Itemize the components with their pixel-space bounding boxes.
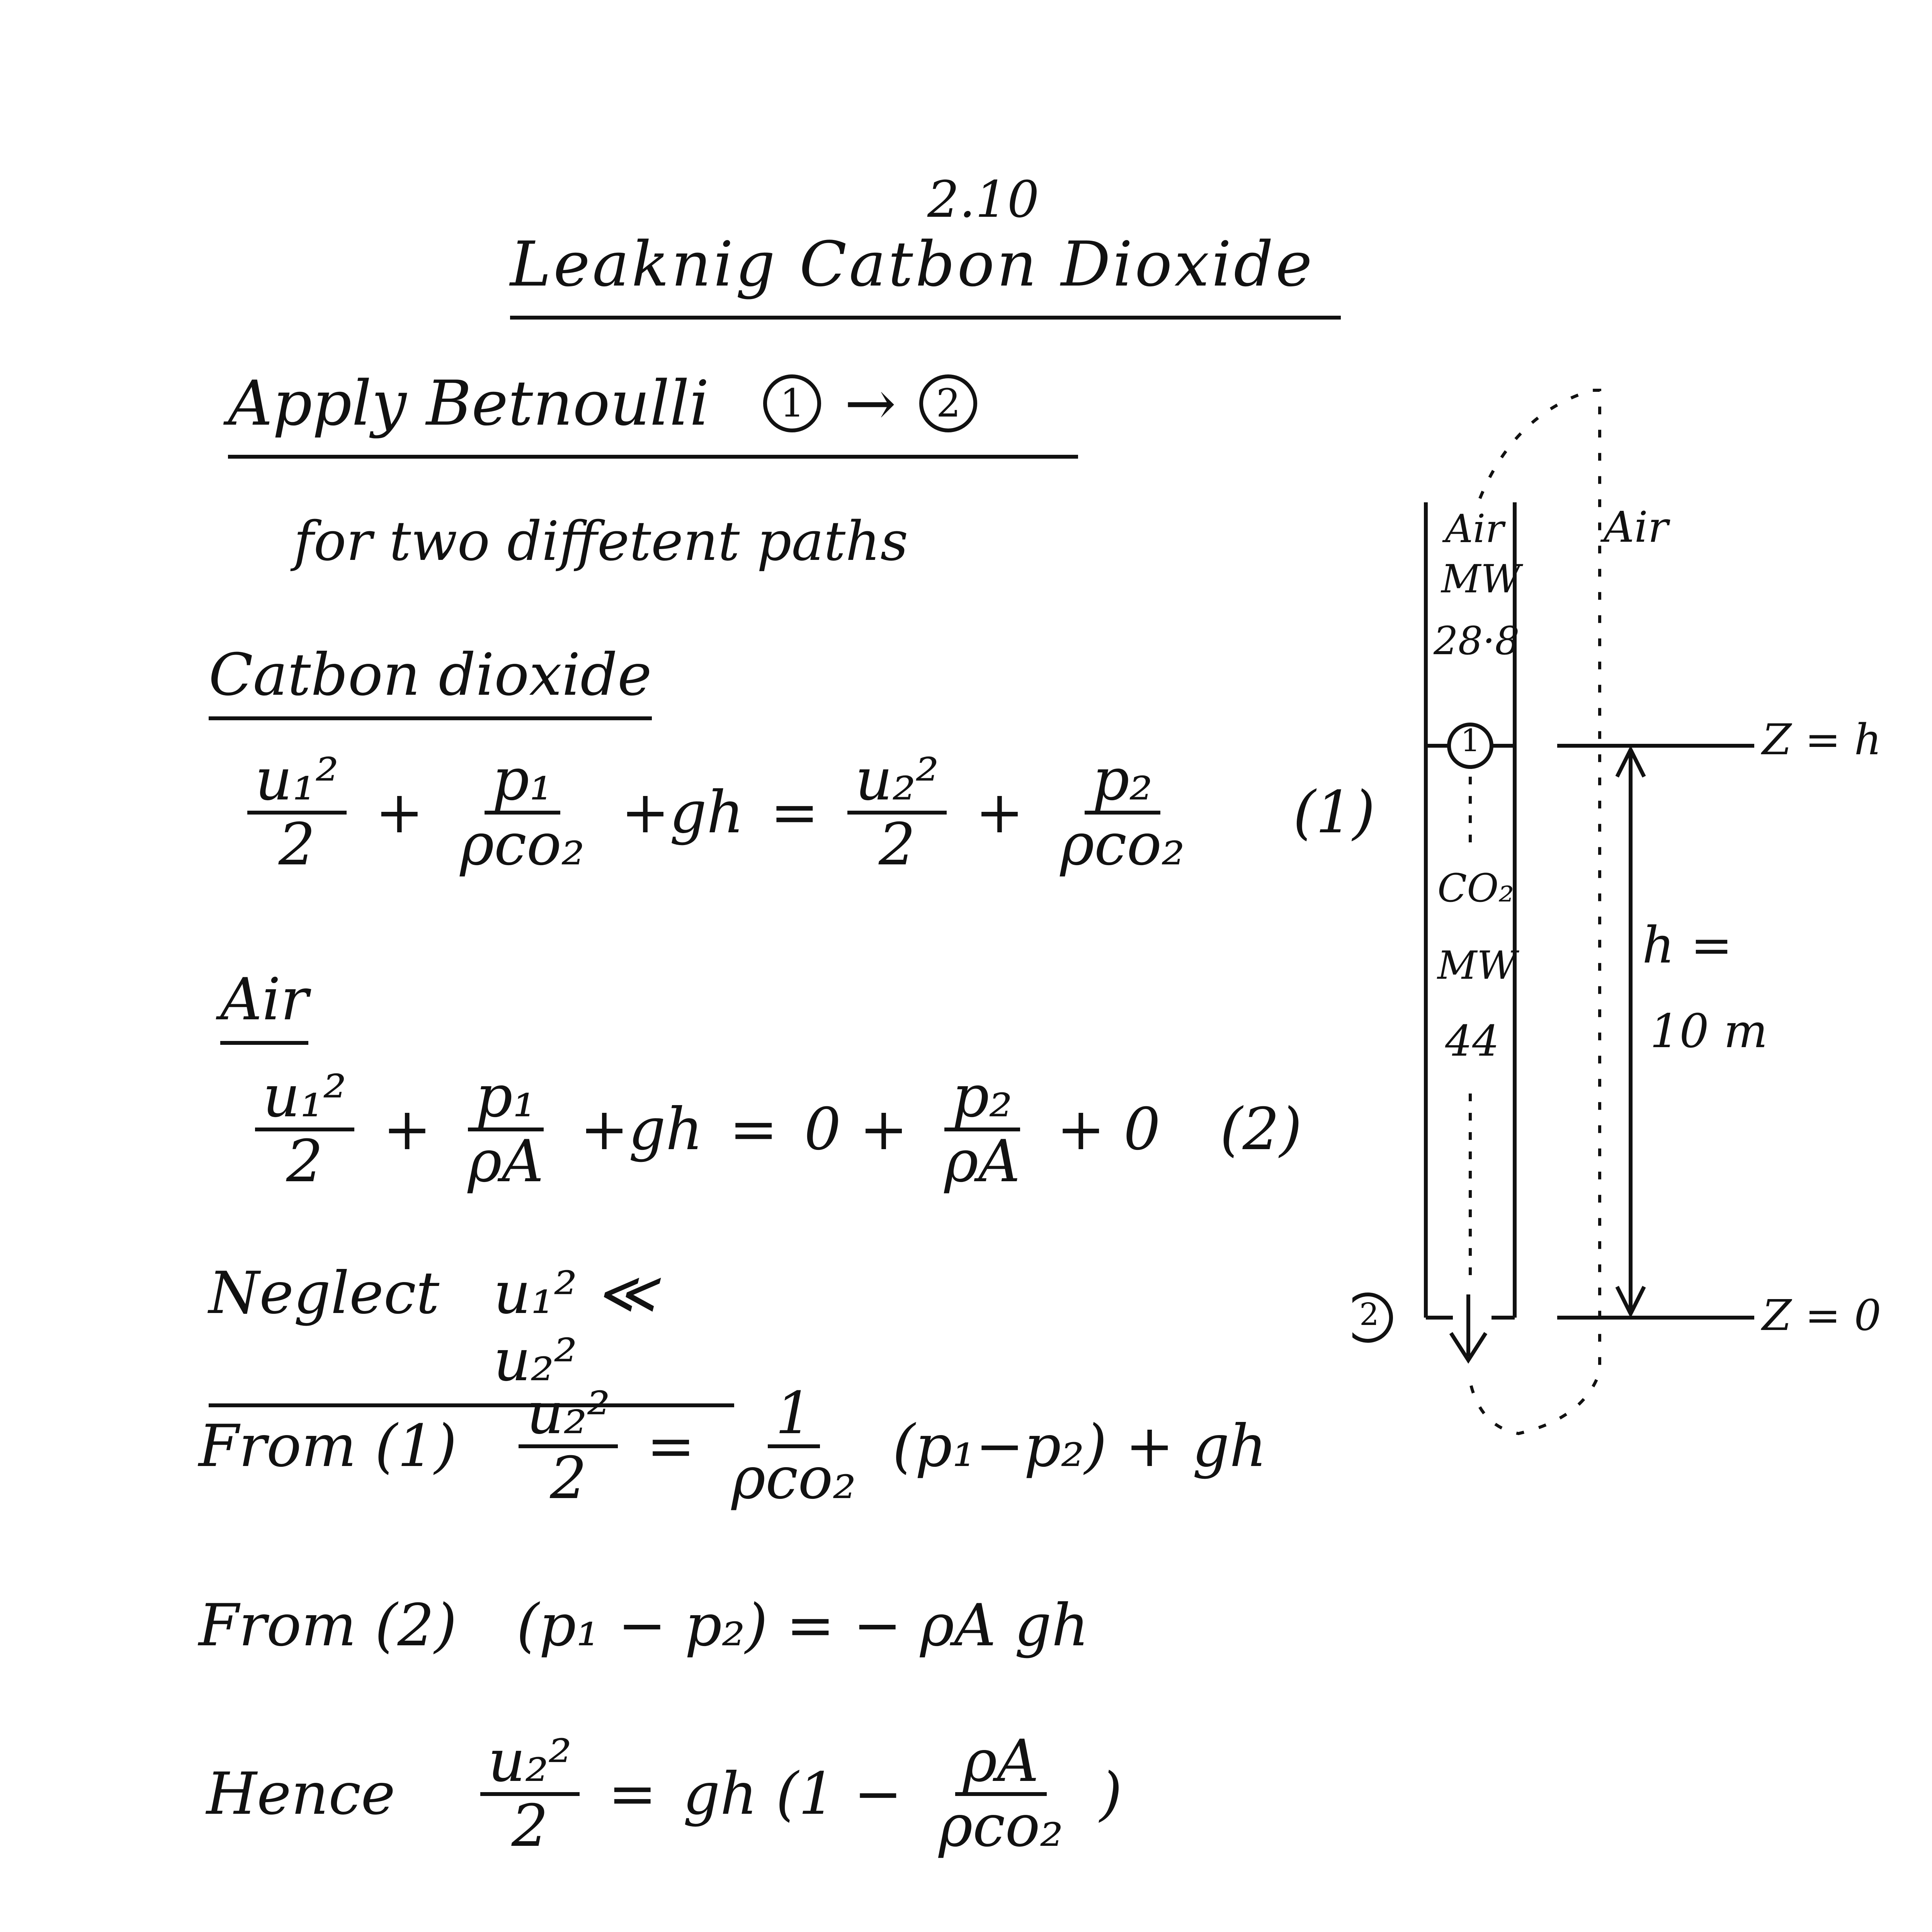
from-1-prefix: From (1) [199, 1412, 457, 1480]
outside-air-label: Air [1604, 502, 1668, 552]
co2-plus-1: + [375, 779, 424, 846]
air-bernoulli-equation [240, 1063, 1315, 1195]
pipe-air-label: Air [1445, 506, 1504, 551]
pipe-co2-mw-label: MW [1437, 943, 1517, 988]
air-gh-term: +gh [580, 1095, 703, 1163]
neglect-word: Neglect [209, 1260, 440, 1327]
from-2-prefix: From (2) [199, 1592, 457, 1659]
co2-equals: = [770, 779, 819, 846]
hence-lhs [480, 1728, 580, 1860]
point-1-diagram-label: 1 [1461, 723, 1480, 759]
hence-equals: = [608, 1760, 657, 1828]
hence-rhs-prefix: gh (1 − [683, 1760, 903, 1828]
air-term-kinetic-1 [255, 1063, 354, 1195]
from-1-lhs-num: u₂² [519, 1383, 618, 1448]
co2-t2-num: p₁ [485, 750, 560, 815]
paths-subheading: for two diffetent paths [294, 510, 908, 573]
bernoulli-heading [228, 367, 1078, 459]
co2-bernoulli-equation [232, 746, 1388, 878]
pipe-co2-mw-value: 44 [1445, 1016, 1499, 1066]
co2-term-pressure-1 [452, 746, 593, 878]
equation-label-1: (1) [1293, 779, 1375, 846]
z-h-label: Z = h [1762, 715, 1882, 764]
air-heading: Air [220, 966, 308, 1045]
from-1-coef-den: ρco₂ [731, 1444, 856, 1512]
hence-ratio-num: ρA [955, 1731, 1047, 1796]
from-1-equation [185, 1380, 1280, 1512]
from-2-equation [185, 1592, 1102, 1659]
air-term-pressure-2 [937, 1063, 1028, 1195]
point-2-marker: 2 [919, 374, 977, 432]
from-1-coef-num: 1 [768, 1383, 820, 1448]
from-1-coefficient [724, 1380, 864, 1512]
from-1-equals: = [646, 1412, 696, 1480]
air-t2-den: ρA [468, 1128, 544, 1195]
neglect-expression: u₁² ≪ u₂² [493, 1260, 656, 1394]
co2-t5-num: p₂ [1085, 750, 1160, 815]
point-1-marker: 1 [763, 374, 821, 432]
air-equals: = [729, 1095, 778, 1163]
air-t1-den: 2 [286, 1128, 323, 1195]
height-symbol-label: h = [1642, 916, 1733, 975]
co2-plus-2: + [975, 779, 1024, 846]
hence-word: Hence [206, 1760, 395, 1828]
co2-t2-den: ρco₂ [460, 811, 585, 878]
co2-term-kinetic-2 [847, 746, 947, 878]
from-1-lhs [519, 1380, 618, 1512]
air-term-pressure-1 [460, 1063, 552, 1195]
pipe-co2-label: CO₂ [1437, 866, 1514, 911]
air-zero-term: 0 + [804, 1095, 908, 1163]
equation-label-2: (2) [1220, 1095, 1302, 1163]
hence-lhs-den: 2 [511, 1792, 549, 1860]
co2-t1-num: u₁² [247, 750, 347, 815]
hence-ratio-den: ρco₂ [939, 1792, 1063, 1860]
air-plus-1: + [383, 1095, 432, 1163]
co2-t1-den: 2 [278, 811, 316, 878]
pipe-air-mw-label: MW [1441, 556, 1521, 602]
co2-t4-den: 2 [878, 811, 916, 878]
from-1-lhs-den: 2 [550, 1444, 587, 1512]
pipe-air-mw-value: 28·8 [1434, 618, 1520, 663]
co2-term-pressure-2 [1053, 746, 1193, 878]
air-zero-term-2: + 0 [1056, 1095, 1161, 1163]
point-2-diagram-label: 2 [1359, 1296, 1379, 1332]
hence-equation [193, 1728, 1135, 1860]
bernoulli-heading-text: Apply Betnoulli [228, 367, 709, 439]
hence-lhs-num: u₂² [480, 1731, 580, 1796]
page-title: Leaknig Catbon Dioxide [510, 228, 1341, 320]
air-t5-den: ρA [944, 1128, 1020, 1195]
from-2-expression: (p₁ − p₂) = − ρA gh [516, 1592, 1089, 1659]
co2-t5-den: ρco₂ [1060, 811, 1185, 878]
z-0-label: Z = 0 [1762, 1291, 1881, 1340]
hence-close-paren: ) [1099, 1760, 1122, 1828]
air-t2-num: p₁ [468, 1066, 544, 1131]
co2-t4-num: u₂² [847, 750, 947, 815]
co2-gh-term: +gh [621, 779, 744, 846]
hence-density-ratio [931, 1728, 1071, 1860]
co2-term-kinetic-1 [247, 746, 347, 878]
height-value-label: 10 m [1650, 1005, 1768, 1058]
air-t1-num: u₁² [255, 1066, 354, 1131]
from-1-rhs: (p₁−p₂) + gh [892, 1412, 1267, 1480]
co2-heading: Catbon dioxide [209, 641, 652, 720]
air-t5-num: p₂ [944, 1066, 1020, 1131]
arrow-icon: → [844, 367, 896, 439]
problem-number: 2.10 [927, 170, 1039, 229]
